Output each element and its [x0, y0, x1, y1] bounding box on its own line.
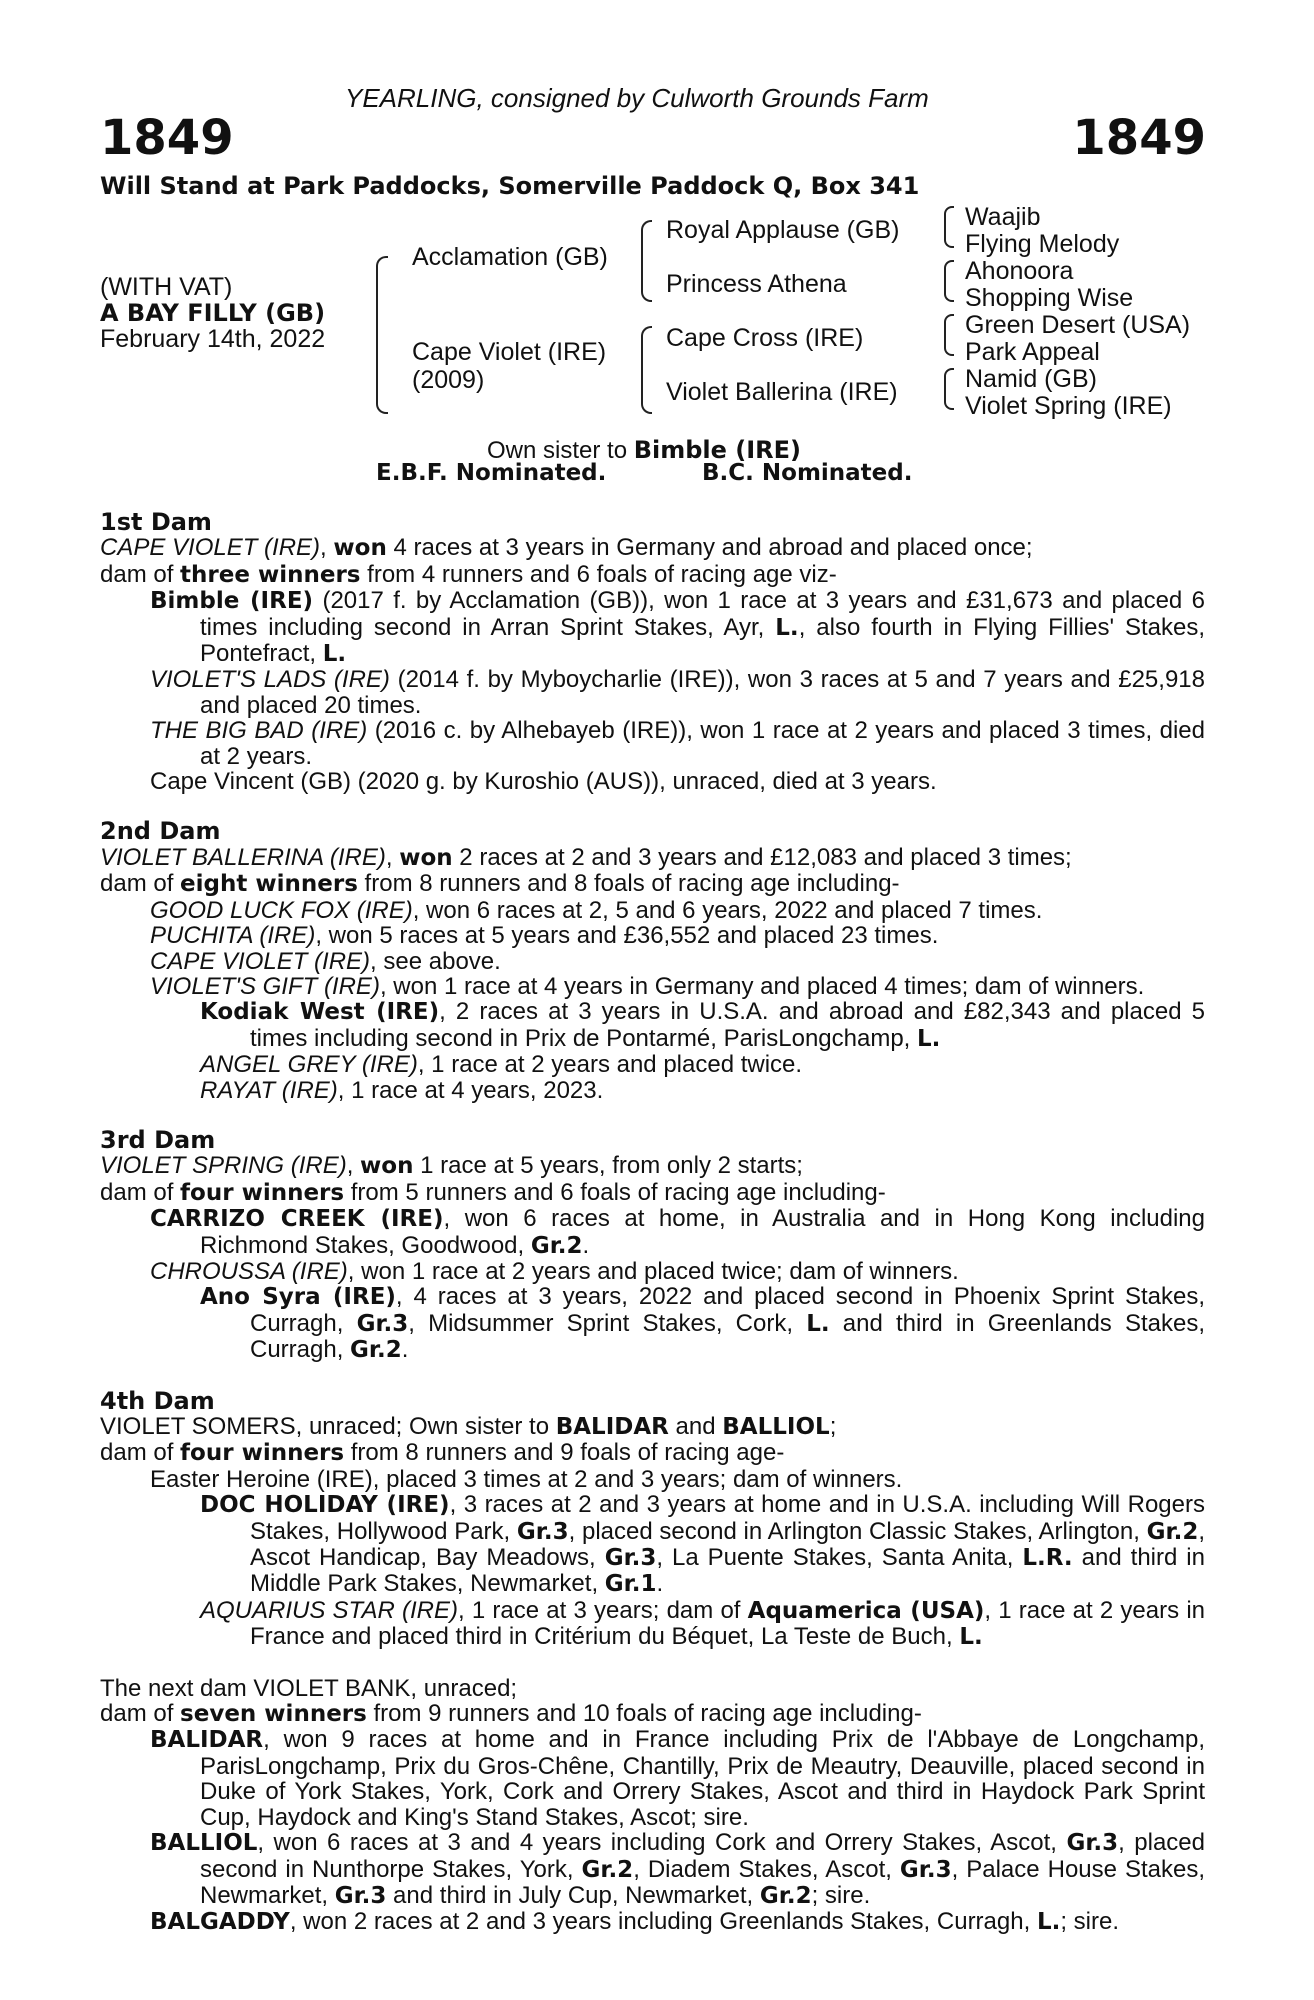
entry-line: [100, 871, 1205, 897]
text-run: , placed second in Nunthorpe Stakes, York,: [200, 1829, 1205, 1883]
bold-text: eight winners: [180, 871, 358, 898]
italic-text: VIOLET SPRING (IRE): [100, 1152, 347, 1180]
lot-number-left: 1849: [100, 110, 234, 166]
italic-text: CHROUSSA (IRE): [150, 1257, 348, 1285]
sire-dam: Princess Athena: [666, 270, 847, 298]
section-gap: [100, 1651, 1205, 1676]
bold-text: Gr.3: [516, 1518, 569, 1545]
sire-name: Acclamation (GB): [412, 243, 608, 271]
text-run: 4 races at 3 years in Germany and abroad and placed once;: [386, 534, 1033, 562]
bold-text: Gr.3: [356, 1310, 409, 1337]
entry-line: [100, 1467, 1205, 1492]
foaling-date: February 14th, 2022: [100, 325, 326, 353]
consignment-line: YEARLING, consigned by Culworth Grounds Farm: [345, 83, 929, 113]
entry-line: [100, 1078, 1205, 1103]
bold-text: Gr.2: [350, 1337, 402, 1364]
text-run: from 8 runners and 9 foals of racing age-: [344, 1439, 785, 1467]
dam-dam: Violet Ballerina (IRE): [666, 378, 898, 406]
text-run: Easter Heroine (IRE), placed 3 times at 2 and 3 years; dam of winners.: [150, 1465, 903, 1493]
gg-2: Flying Melody: [965, 230, 1120, 258]
bold-text: L.: [1036, 1909, 1061, 1936]
bold-text: Kodiak West (IRE): [200, 999, 440, 1026]
entry-line: [100, 1153, 1205, 1179]
italic-text: CAPE VIOLET (IRE): [150, 947, 371, 975]
dam-section: [100, 794, 1205, 1102]
bold-text: won: [360, 1153, 414, 1180]
text-run: , also fourth in Flying Fillies' Stakes, Pontefract,: [200, 613, 1205, 668]
italic-text: CAPE VIOLET (IRE): [100, 534, 321, 562]
own-sister-prefix: Own sister to: [487, 437, 634, 464]
dam-name: Cape Violet (IRE): [412, 338, 607, 366]
section-gap: [100, 1364, 1205, 1389]
text-run: , 1 race at 2 years and placed twice.: [417, 1051, 803, 1079]
entry-line: [100, 1206, 1205, 1259]
bracket-g4: [944, 368, 954, 410]
text-run: Cape Vincent (GB) (2020 g. by Kuroshio (AUS)), unraced, died at 3 years.: [150, 768, 937, 796]
bracket-g3: [944, 314, 954, 356]
text-run: , placed second in Arlington Classic Stakes, Arlington,: [568, 1517, 1147, 1545]
bold-text: Gr.3: [334, 1882, 387, 1909]
bold-text: four winners: [180, 1179, 345, 1206]
text-run: dam of: [100, 1178, 181, 1206]
bracket-sire: [641, 220, 652, 302]
gg-6: Park Appeal: [965, 338, 1100, 366]
entry-line: [100, 1180, 1205, 1206]
own-sister-name: Bimble (IRE): [633, 436, 802, 464]
text-run: ;: [829, 1413, 837, 1440]
entry-line: [100, 845, 1205, 871]
text-run: and third in Greenlands Stakes, Curragh,: [250, 1309, 1205, 1364]
entry-line: [100, 667, 1205, 718]
text-run: ; sire.: [811, 1881, 871, 1909]
gg-3: Ahonoora: [965, 257, 1074, 285]
text-run: (2014 f. by Myboycharlie (IRE)), won 3 races at 5 and 7 years and £25,918 and placed 20 times.: [200, 666, 1205, 719]
text-run: , won 2 races at 2 and 3 years including Greenlands Stakes, Curragh,: [289, 1908, 1037, 1936]
section-gap: [100, 1103, 1205, 1128]
text-run: and: [668, 1413, 723, 1440]
gg-4: Shopping Wise: [965, 284, 1134, 312]
text-run: ,: [346, 1152, 361, 1180]
entry-line: [100, 999, 1205, 1052]
bold-text: three winners: [180, 561, 361, 588]
text-run: , won 1 race at 2 years and placed twice; dam of winners.: [347, 1257, 959, 1285]
entry-line: [100, 769, 1205, 794]
text-run: .: [656, 1570, 664, 1598]
text-run: from 8 runners and 8 foals of racing age including-: [357, 870, 900, 898]
bold-text: Aquamerica (USA): [747, 1597, 985, 1624]
text-run: from 5 runners and 6 foals of racing age including-: [344, 1178, 886, 1206]
bold-text: Gr.2: [530, 1232, 583, 1259]
bold-text: Gr.2: [759, 1882, 812, 1909]
section-heading: 4th Dam: [100, 1386, 215, 1415]
entry-line: [100, 898, 1205, 923]
entry-line: [100, 1701, 1205, 1727]
text-run: , won 1 race at 4 years in Germany and placed 4 times; dam of winners.: [379, 972, 1145, 1000]
gg-7: Namid (GB): [965, 365, 1097, 393]
bracket-g1: [944, 206, 954, 248]
ebf-nomination: E.B.F. Nominated.: [376, 460, 607, 486]
italic-text: VIOLET BALLERINA (IRE): [100, 843, 386, 871]
text-run: (2017 f. by Acclamation (GB)), won 1 race at 3 years and £31,673 and placed 6 times including second in Arran Sprint Stakes, Ayr,: [200, 587, 1205, 641]
text-run: , won 6 races at 2, 5 and 6 years, 2022 and placed 7 times.: [412, 896, 1043, 924]
dam-section: [100, 1651, 1205, 1936]
entry-line: [100, 1909, 1205, 1935]
bold-text: L.: [917, 1025, 941, 1052]
text-run: ; sire.: [1060, 1908, 1120, 1936]
text-run: from 4 runners and 6 foals of racing age viz-: [360, 560, 837, 588]
text-run: , won 5 races at 5 years and £36,552 and placed 23 times.: [315, 922, 939, 950]
italic-text: VIOLET'S LADS (IRE): [150, 666, 390, 694]
text-run: , won 9 races at home and in France including Prix de l'Abbaye de Longchamp, ParisLongchamp, Prix du Gros-Chêne, Chantilly, Prix de Meautry, Deauville, placed second in Duke of York Stakes, York, Cork and Orrery Stakes, Ascot and third in Haydock Park Sprint Cup, Haydock and King's Stand Stakes, Ascot; sire.: [200, 1726, 1205, 1831]
entry-line: [100, 923, 1205, 948]
dam-section: [100, 1364, 1205, 1651]
bold-text: Gr.1: [604, 1571, 657, 1598]
entry-line: [100, 1598, 1205, 1651]
dam-sire: Cape Cross (IRE): [666, 324, 864, 352]
bc-nomination: B.C. Nominated.: [702, 460, 913, 486]
text-run: 2 races at 2 and 3 years and £12,083 and placed 3 times;: [452, 843, 1072, 871]
text-run: , 2 races at 3 years in U.S.A. and abroad and £82,343 and placed 5 times including second in Prix de Pontarmé, ParisLongchamp,: [250, 998, 1205, 1052]
text-run: ,: [320, 534, 334, 562]
bracket-parents: [376, 256, 388, 414]
bold-text: Gr.3: [604, 1545, 657, 1572]
bracket-dam: [641, 326, 652, 414]
text-run: , won 6 races at home, in Australia and in Hong Kong including Richmond Stakes, Goodwood,: [200, 1205, 1205, 1259]
section-heading: 2nd Dam: [100, 817, 221, 846]
dam-section: [100, 510, 1205, 794]
italic-text: VIOLET'S GIFT (IRE): [150, 972, 380, 1000]
text-run: The next dam VIOLET BANK, unraced;: [100, 1674, 518, 1702]
italic-text: AQUARIUS STAR (IRE): [200, 1596, 458, 1624]
bold-text: BALIDAR: [150, 1727, 264, 1754]
entry-line: [100, 1414, 1205, 1440]
entry-line: [100, 588, 1205, 667]
italic-text: THE BIG BAD (IRE): [150, 717, 368, 745]
text-run: 1 race at 5 years, from only 2 starts;: [413, 1152, 803, 1180]
vat-note: (WITH VAT): [100, 273, 233, 301]
section-gap: [100, 794, 1205, 819]
text-run: .: [582, 1231, 590, 1259]
catalogue-body: [100, 510, 1205, 1936]
text-run: , Palace House Stakes, Newmarket,: [200, 1855, 1206, 1909]
entry-line: [100, 1052, 1205, 1077]
bold-text: DOC HOLIDAY (IRE): [200, 1492, 450, 1519]
text-run: , won 6 races at 3 and 4 years including Cork and Orrery Stakes, Ascot,: [257, 1829, 1067, 1857]
bold-text: won: [399, 844, 453, 871]
text-run: dam of: [100, 560, 181, 588]
text-run: .: [401, 1336, 409, 1364]
text-run: , 3 races at 2 and 3 years at home and in U.S.A. including Will Rogers Stakes, Hollywood Park,: [250, 1491, 1205, 1545]
text-run: dam of: [100, 1439, 181, 1467]
bold-text: CARRIZO CREEK (IRE): [150, 1206, 444, 1233]
text-run: , Diadem Stakes, Ascot,: [633, 1855, 900, 1883]
stand-location: Will Stand at Park Paddocks, Somerville Paddock Q, Box 341: [100, 172, 920, 200]
bold-text: Ano Syra (IRE): [200, 1284, 396, 1311]
bold-text: L.: [775, 614, 799, 641]
entry-line: [100, 1284, 1205, 1363]
text-run: and third in Middle Park Stakes, Newmarket,: [250, 1544, 1205, 1598]
section-heading: 3rd Dam: [100, 1125, 216, 1154]
dam-section: [100, 1103, 1205, 1364]
entry-line: [100, 1676, 1205, 1701]
text-run: , Ascot Handicap, Bay Meadows,: [250, 1517, 1205, 1572]
bold-text: L.: [806, 1310, 830, 1337]
text-run: , Midsummer Sprint Stakes, Cork,: [408, 1309, 807, 1337]
bold-text: BALLIOL: [722, 1414, 830, 1440]
sire-sire: Royal Applause (GB): [666, 216, 900, 244]
bold-text: BALIDAR: [555, 1414, 669, 1440]
bold-text: L.: [322, 641, 347, 668]
italic-text: GOOD LUCK FOX (IRE): [150, 896, 413, 924]
bold-text: Gr.3: [899, 1856, 952, 1883]
bold-text: Gr.2: [581, 1856, 634, 1883]
text-run: dam of: [100, 870, 181, 898]
text-run: from 9 runners and 10 foals of racing age including-: [366, 1700, 922, 1728]
entry-line: [100, 1727, 1205, 1830]
bold-text: seven winners: [180, 1701, 367, 1728]
bold-text: won: [333, 535, 387, 562]
entry-line: [100, 535, 1205, 561]
bold-text: L.R.: [1022, 1545, 1073, 1572]
entry-line: [100, 974, 1205, 999]
section-heading: 1st Dam: [100, 508, 212, 536]
gg-1: Waajib: [965, 203, 1041, 231]
bold-text: Gr.2: [1146, 1518, 1199, 1545]
dam-year: (2009): [412, 366, 485, 394]
text-run: , see above.: [370, 947, 501, 975]
entry-line: [100, 718, 1205, 769]
bold-text: BALGADDY: [150, 1909, 290, 1936]
italic-text: PUCHITA (IRE): [150, 922, 316, 950]
text-run: and third in July Cup, Newmarket,: [386, 1881, 760, 1909]
bold-text: Bimble (IRE): [150, 588, 314, 615]
text-run: (2016 c. by Alhebayeb (IRE)), won 1 race at 2 years and placed 3 times, died at 2 years.: [200, 717, 1206, 770]
italic-text: RAYAT (IRE): [200, 1076, 338, 1104]
gg-8: Violet Spring (IRE): [965, 392, 1172, 420]
entry-line: [100, 1259, 1205, 1284]
text-run: ,: [385, 843, 400, 871]
entry-line: [100, 949, 1205, 974]
text-run: dam of: [100, 1700, 181, 1728]
bracket-g2: [944, 260, 954, 302]
text-run: , La Puente Stakes, Santa Anita,: [656, 1544, 1023, 1572]
italic-text: ANGEL GREY (IRE): [200, 1051, 418, 1079]
horse-name: A BAY FILLY (GB): [100, 299, 326, 327]
text-run: , 1 race at 2 years in France and placed third in Critérium du Béquet, La Teste de Buch,: [250, 1596, 1205, 1651]
entry-line: [100, 562, 1205, 588]
text-run: VIOLET SOMERS, unraced; Own sister to: [100, 1413, 556, 1440]
entry-line: [100, 1440, 1205, 1466]
gg-5: Green Desert (USA): [965, 311, 1191, 339]
entry-line: [100, 1492, 1205, 1598]
text-run: , 1 race at 4 years, 2023.: [337, 1076, 604, 1104]
entry-line: [100, 1830, 1205, 1909]
bold-text: BALLIOL: [150, 1830, 258, 1857]
bold-text: four winners: [180, 1440, 345, 1467]
bold-text: L.: [959, 1624, 983, 1651]
lot-number-right: 1849: [1072, 110, 1206, 166]
text-run: , 4 races at 3 years, 2022 and placed second in Phoenix Sprint Stakes, Curragh,: [250, 1283, 1205, 1337]
bold-text: Gr.3: [1066, 1830, 1119, 1857]
text-run: , 1 race at 3 years; dam of: [457, 1596, 748, 1624]
